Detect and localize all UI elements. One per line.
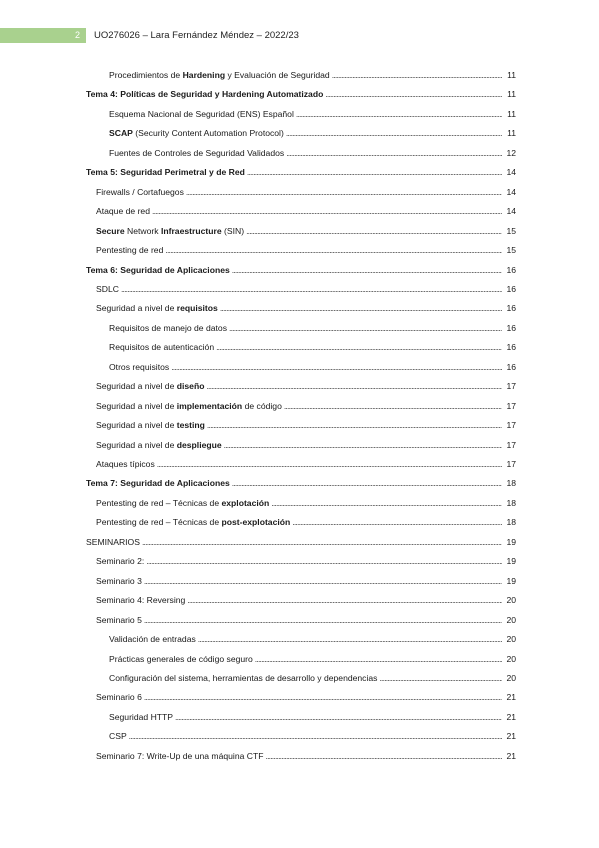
toc-leader-dots bbox=[247, 165, 502, 179]
toc-page-number: 16 bbox=[506, 303, 516, 314]
toc-leader-dots bbox=[129, 729, 502, 743]
toc-page-number: 21 bbox=[506, 731, 516, 742]
toc-page-number: 18 bbox=[506, 517, 516, 528]
header-text: UO276026 – Lara Fernández Méndez – 2022/23 bbox=[94, 30, 299, 41]
toc-title-segment: Ataque de red bbox=[96, 206, 150, 217]
toc-entry-title bbox=[96, 418, 205, 432]
page-header bbox=[0, 28, 599, 43]
toc-title-segment: explotación bbox=[221, 497, 270, 508]
toc-entry[interactable] bbox=[86, 535, 516, 549]
toc-entry[interactable] bbox=[109, 321, 516, 335]
toc-entry-title bbox=[109, 126, 284, 140]
toc-entry-title bbox=[96, 243, 163, 257]
toc-leader-dots bbox=[286, 126, 502, 140]
toc-title-segment: Tema 6: Seguridad de Aplicaciones bbox=[86, 264, 230, 275]
toc-page-number: 17 bbox=[506, 420, 516, 431]
toc-page-number: 16 bbox=[506, 322, 516, 333]
toc-entry[interactable] bbox=[109, 146, 516, 160]
toc-entry[interactable] bbox=[109, 126, 516, 140]
toc-title-segment: Requisitos de manejo de datos bbox=[109, 322, 228, 333]
toc-title-segment: Seminario 5 bbox=[96, 614, 142, 625]
toc-entry-title bbox=[96, 379, 204, 393]
toc-entry[interactable] bbox=[96, 496, 516, 510]
toc-entry-title bbox=[109, 68, 330, 82]
toc-leader-dots bbox=[171, 360, 502, 374]
toc-entry[interactable] bbox=[96, 282, 516, 296]
toc-entry-title bbox=[96, 204, 150, 218]
toc-entry-title bbox=[96, 593, 185, 607]
toc-entry-title bbox=[96, 496, 269, 510]
toc-title-segment: Pentesting de red – Técnicas de bbox=[96, 517, 222, 528]
toc-entry-title bbox=[96, 282, 119, 296]
toc-entry[interactable] bbox=[96, 574, 516, 588]
toc-page-number: 20 bbox=[506, 595, 516, 606]
toc-leader-dots bbox=[186, 185, 502, 199]
toc-title-segment: Prácticas generales de código seguro bbox=[109, 653, 253, 664]
toc-leader-dots bbox=[175, 710, 502, 724]
toc-title-segment: SDLC bbox=[96, 283, 119, 294]
toc-entry[interactable] bbox=[96, 690, 516, 704]
toc-leader-dots bbox=[271, 496, 502, 510]
toc-entry[interactable] bbox=[96, 554, 516, 568]
toc-title-segment: diseño bbox=[176, 381, 205, 392]
toc-title-segment: implementación bbox=[176, 400, 243, 411]
toc-title-segment: despliegue bbox=[176, 439, 222, 450]
toc-title-segment: Seguridad a nivel de bbox=[96, 303, 177, 314]
toc-entry-title bbox=[86, 263, 230, 277]
toc-title-segment: Esquema Nacional de Seguridad (ENS) Español bbox=[109, 108, 294, 119]
toc-leader-dots bbox=[157, 457, 502, 471]
toc-entry-title bbox=[96, 438, 222, 452]
toc-entry-title bbox=[96, 574, 142, 588]
toc-title-segment: Hardening bbox=[182, 70, 226, 80]
toc-title-segment: Validación de entradas bbox=[109, 634, 196, 645]
toc-page-number: 17 bbox=[506, 439, 516, 450]
toc-leader-dots bbox=[165, 243, 502, 257]
toc-entry-title bbox=[109, 107, 294, 121]
toc-page-number: 11 bbox=[507, 108, 516, 119]
toc-entry[interactable] bbox=[96, 243, 516, 257]
toc-entry-title bbox=[96, 690, 142, 704]
toc-leader-dots bbox=[296, 107, 502, 121]
toc-page-number: 18 bbox=[506, 478, 516, 489]
toc-title-segment: Firewalls / Cortafuegos bbox=[96, 186, 184, 197]
toc-page-number: 20 bbox=[506, 634, 516, 645]
toc-entry-title bbox=[96, 749, 264, 763]
toc-page-number: 14 bbox=[506, 186, 516, 197]
toc-page-number: 17 bbox=[506, 381, 516, 392]
toc-title-segment: testing bbox=[176, 420, 205, 431]
toc-entry-title bbox=[86, 535, 140, 549]
toc-page-number: 16 bbox=[506, 283, 516, 294]
toc-entry-title bbox=[109, 321, 227, 335]
toc-leader-dots bbox=[198, 632, 502, 646]
toc-page-number: 11 bbox=[507, 89, 516, 100]
toc-leader-dots bbox=[325, 87, 502, 101]
toc-entry-title bbox=[96, 185, 184, 199]
toc-title-segment: SEMINARIOS bbox=[86, 536, 140, 547]
toc-leader-dots bbox=[224, 438, 502, 452]
toc-title-segment: Seminario 6 bbox=[96, 692, 142, 703]
toc-title-segment: Seminario 4: Reversing bbox=[96, 595, 186, 606]
toc-entry-title bbox=[96, 457, 155, 471]
toc-leader-dots bbox=[332, 68, 502, 82]
toc-page-number: 16 bbox=[506, 361, 516, 372]
toc-leader-dots bbox=[232, 476, 502, 490]
toc-page-number: 20 bbox=[506, 653, 516, 664]
toc-entry[interactable] bbox=[96, 185, 516, 199]
toc-entry-title bbox=[109, 360, 169, 374]
toc-title-segment: Seguridad a nivel de bbox=[96, 400, 177, 411]
toc-page-number: 16 bbox=[506, 264, 516, 275]
toc-page-number: 14 bbox=[506, 167, 516, 178]
toc-leader-dots bbox=[152, 204, 502, 218]
toc-entry[interactable] bbox=[86, 87, 516, 101]
toc-leader-dots bbox=[206, 379, 502, 393]
toc-entry-title bbox=[109, 671, 377, 685]
toc-leader-dots bbox=[144, 574, 502, 588]
toc-entry-title bbox=[96, 554, 144, 568]
toc-page-number: 12 bbox=[506, 147, 516, 158]
toc-page-number: 18 bbox=[506, 497, 516, 508]
toc-entry-title bbox=[109, 340, 214, 354]
toc-title-segment: Procedimientos de bbox=[109, 70, 183, 80]
toc-entry-title bbox=[86, 87, 323, 101]
toc-title-segment: Seminario 2: bbox=[96, 556, 145, 567]
toc-entry-title bbox=[96, 515, 290, 529]
toc-entry-title bbox=[109, 146, 284, 160]
toc-title-segment: (Security Content Automation Protocol) bbox=[132, 128, 284, 139]
toc-entry[interactable] bbox=[96, 457, 516, 471]
toc-leader-dots bbox=[220, 301, 502, 315]
toc-title-segment: Seguridad a nivel de bbox=[96, 420, 177, 431]
toc-page-number: 19 bbox=[506, 575, 516, 586]
toc-title-segment: Tema 5: Seguridad Perimetral y de Red bbox=[86, 167, 245, 178]
toc-leader-dots bbox=[142, 535, 502, 549]
toc-title-segment: requisitos bbox=[176, 303, 218, 314]
toc-leader-dots bbox=[121, 282, 502, 296]
toc-entry[interactable] bbox=[109, 107, 516, 121]
toc-leader-dots bbox=[232, 263, 502, 277]
toc-title-segment: post-explotación bbox=[221, 517, 291, 528]
toc-page-number: 17 bbox=[506, 400, 516, 411]
toc-page-number: 20 bbox=[506, 614, 516, 625]
toc-leader-dots bbox=[286, 146, 502, 160]
toc-leader-dots bbox=[292, 515, 502, 529]
toc-entry[interactable] bbox=[86, 165, 516, 179]
toc-entry[interactable] bbox=[96, 515, 516, 529]
toc-entry-title bbox=[96, 224, 244, 238]
toc-entry[interactable] bbox=[109, 729, 516, 743]
toc-page-number: 21 bbox=[506, 692, 516, 703]
toc-entry[interactable] bbox=[96, 399, 516, 413]
toc-title-segment: CSP bbox=[109, 731, 127, 742]
toc-title-segment: de código bbox=[242, 400, 282, 411]
toc-entry[interactable] bbox=[96, 204, 516, 218]
toc-leader-dots bbox=[207, 418, 502, 432]
toc-entry[interactable] bbox=[96, 379, 516, 393]
toc-entry-title bbox=[86, 476, 230, 490]
toc-leader-dots bbox=[229, 321, 502, 335]
toc-title-segment: Seguridad a nivel de bbox=[96, 439, 177, 450]
toc-title-segment: Seminario 3 bbox=[96, 575, 142, 586]
toc-page-number: 17 bbox=[506, 459, 516, 469]
toc-title-segment: Requisitos de autenticación bbox=[109, 342, 215, 353]
toc-title-segment: Fuentes de Controles de Seguridad Validados bbox=[109, 147, 285, 158]
toc-entry[interactable] bbox=[96, 593, 516, 607]
toc-title-segment: Ataques típicos bbox=[96, 459, 155, 469]
toc-title-segment: Tema 4: Políticas de Seguridad y Hardening Automatizado bbox=[86, 89, 324, 100]
toc-title-segment: Pentesting de red bbox=[96, 245, 164, 256]
toc-title-segment: y Evaluación de Seguridad bbox=[225, 70, 330, 80]
toc-entry-title bbox=[109, 632, 196, 646]
toc-page-number: 11 bbox=[507, 70, 516, 80]
toc-leader-dots bbox=[255, 652, 502, 666]
toc-title-segment: Infraestructure bbox=[160, 225, 222, 236]
toc-page-number: 19 bbox=[506, 556, 516, 567]
toc-leader-dots bbox=[187, 593, 502, 607]
toc-entry-title bbox=[96, 301, 218, 315]
toc-page-number: 15 bbox=[506, 225, 516, 236]
toc-page-number: 19 bbox=[506, 536, 516, 547]
toc-entry[interactable] bbox=[96, 418, 516, 432]
toc-entry[interactable] bbox=[96, 749, 516, 763]
toc-page-number: 16 bbox=[506, 342, 516, 353]
toc-entry[interactable] bbox=[96, 301, 516, 315]
toc-entry[interactable] bbox=[96, 613, 516, 627]
toc-entry-title bbox=[86, 165, 245, 179]
toc-title-segment: Secure bbox=[96, 225, 125, 236]
toc-title-segment: Network bbox=[124, 225, 161, 236]
toc-entry-title bbox=[96, 613, 142, 627]
toc-entry-title bbox=[109, 729, 127, 743]
toc-entry[interactable] bbox=[109, 652, 516, 666]
toc-leader-dots bbox=[284, 399, 502, 413]
toc-title-segment: SCAP bbox=[109, 128, 133, 139]
toc-title-segment: Configuración del sistema, herramientas de desarrollo y dependencias bbox=[109, 672, 378, 683]
toc-leader-dots bbox=[146, 554, 502, 568]
toc-page-number: 15 bbox=[506, 245, 516, 256]
toc-page-number: 11 bbox=[507, 128, 516, 139]
toc-entry[interactable] bbox=[86, 476, 516, 490]
toc-leader-dots bbox=[216, 340, 502, 354]
toc-entry[interactable] bbox=[86, 263, 516, 277]
toc-title-segment: Seguridad HTTP bbox=[109, 711, 174, 722]
toc-entry[interactable] bbox=[109, 632, 516, 646]
toc-page-number: 21 bbox=[506, 711, 516, 722]
page-number-badge: 2 bbox=[0, 28, 86, 43]
toc-title-segment: Tema 7: Seguridad de Aplicaciones bbox=[86, 478, 230, 489]
toc-entry[interactable] bbox=[96, 438, 516, 452]
toc-entry-title bbox=[109, 652, 253, 666]
toc-title-segment: Otros requisitos bbox=[109, 361, 170, 372]
toc-entry[interactable] bbox=[109, 360, 516, 374]
toc-page-number: 14 bbox=[506, 206, 516, 217]
toc-leader-dots bbox=[246, 224, 502, 238]
toc-entry[interactable] bbox=[109, 710, 516, 724]
toc-entry[interactable] bbox=[109, 340, 516, 354]
toc-title-segment: Pentesting de red – Técnicas de bbox=[96, 497, 222, 508]
toc-title-segment: (SIN) bbox=[221, 225, 245, 236]
toc-leader-dots bbox=[144, 690, 502, 704]
toc-leader-dots bbox=[266, 749, 503, 763]
toc-title-segment: Seguridad a nivel de bbox=[96, 381, 177, 392]
toc-entry[interactable] bbox=[109, 68, 516, 82]
toc-leader-dots bbox=[144, 613, 502, 627]
toc-title-segment: Seminario 7: Write-Up de una máquina CTF bbox=[96, 750, 264, 761]
toc-leader-dots bbox=[379, 671, 502, 685]
toc-entry[interactable] bbox=[96, 224, 516, 238]
toc-entry[interactable] bbox=[109, 671, 516, 685]
toc-page-number: 21 bbox=[506, 750, 516, 761]
toc-page-number: 20 bbox=[506, 672, 516, 683]
toc-entry-title bbox=[96, 399, 282, 413]
toc-entry-title bbox=[109, 710, 173, 724]
